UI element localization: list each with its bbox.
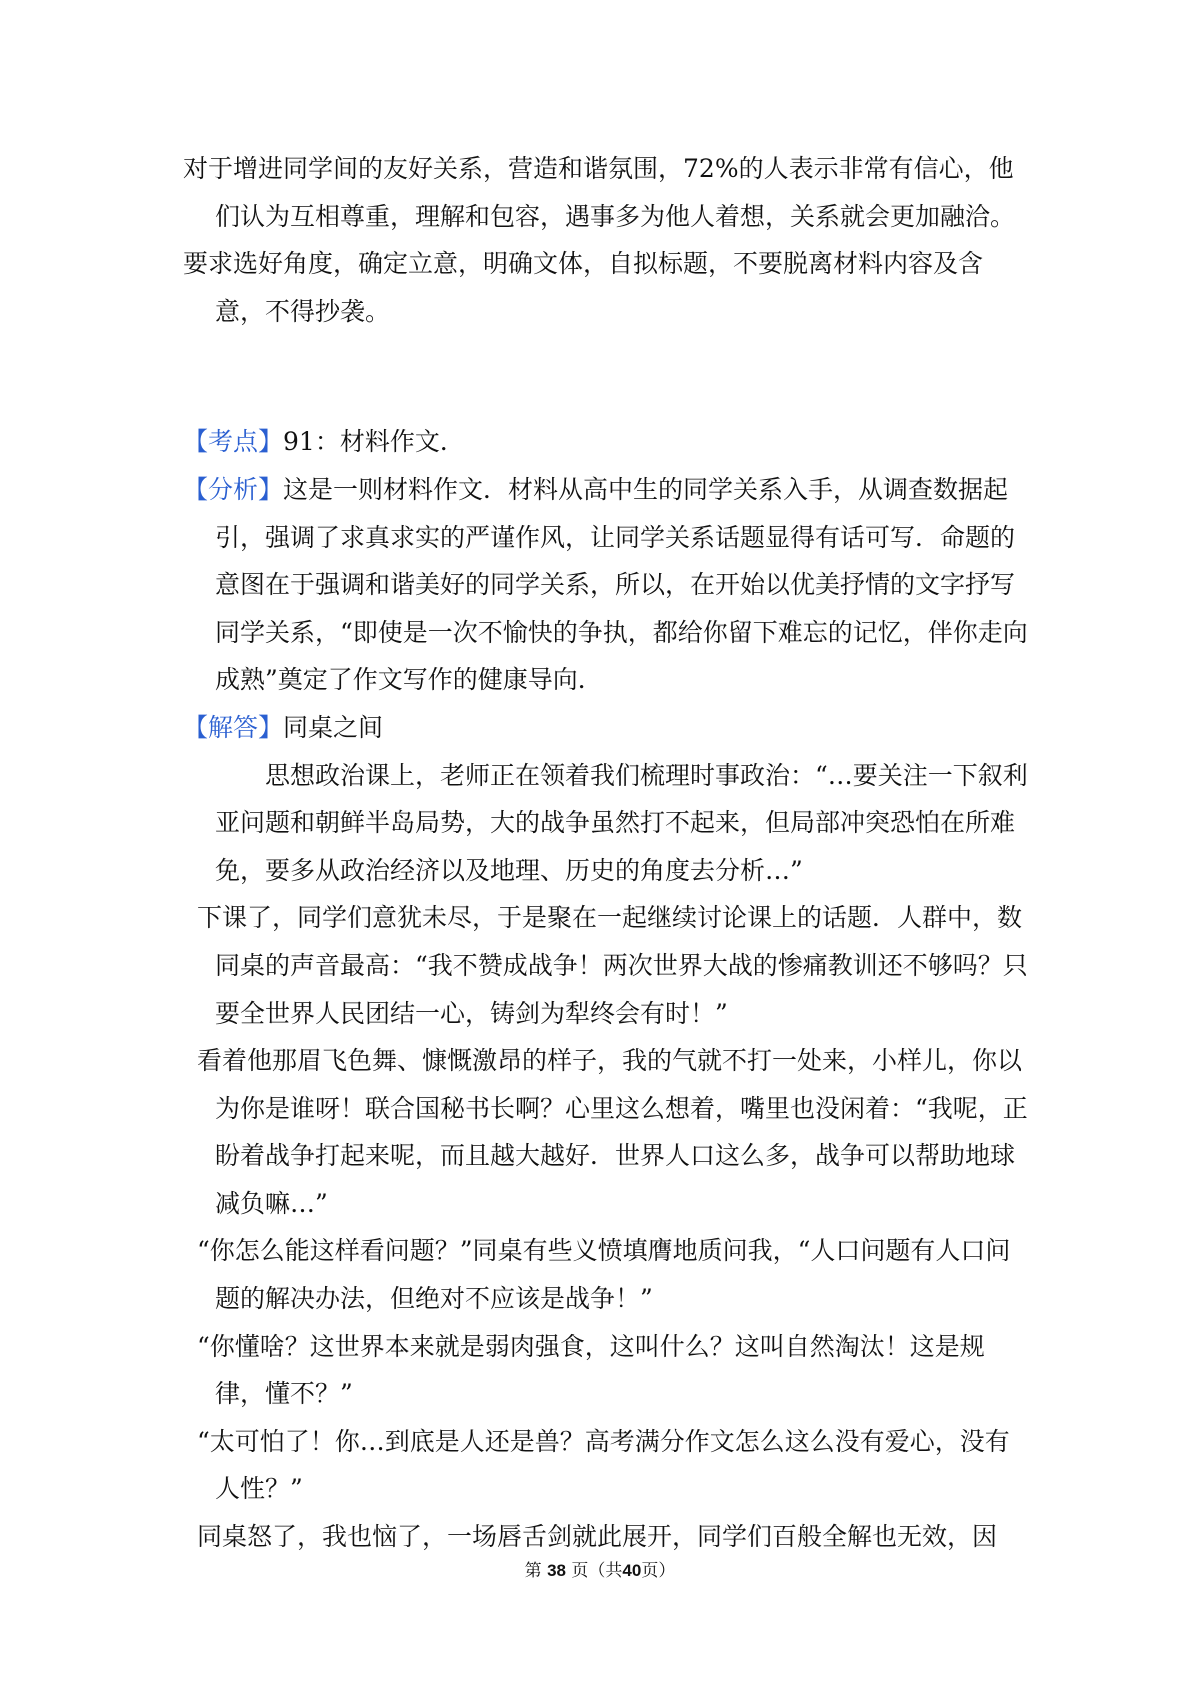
essay-paragraph: 看着他那眉飞色舞、慷慨激昂的样子，我的气就不打一处来，小样儿，你以为你是谁呀！联合国秘书长啊？心里这么想着，嘴里也没闲着：“我呢，正盼着战争打起来呢，而且越大越好．世界人口这么多，战争可以帮助地球减负嘛…”: [197, 1046, 1028, 1218]
kaodian-tag: 【考点】: [183, 427, 284, 457]
footer-suffix: 页）: [641, 1561, 676, 1581]
section-kaodian: [183, 418, 1029, 466]
jieda-tag: 【解答】: [183, 712, 284, 742]
footer-page-number: 38: [547, 1561, 566, 1580]
essay-paragraph: “你怎么能这样看问题？”同桌有些义愤填膺地质问我，“人口问题有人口问题的解决办法，但绝对不应该是战争！”: [197, 1236, 1011, 1314]
section-jieda: [183, 704, 1029, 752]
spacer: [183, 335, 1029, 418]
essay-paragraph: 思想政治课上，老师正在领着我们梳理时事政治：“…要关注一下叙利亚问题和朝鲜半岛局势，大的战争虽然打不起来，但局部冲突恐怕在所难免，要多从政治经济以及地理、历史的角度去分析…”: [215, 760, 1028, 885]
paragraph-intro: 对于增进同学间的友好关系，营造和谐氛围，72%的人表示非常有信心，他们认为互相尊重，理解和包容，遇事多为他人着想，关系就会更加融洽。: [183, 154, 1016, 231]
kaodian-text: 91：材料作文．: [283, 427, 465, 457]
essay-paragraph: 同桌怒了，我也恼了，一场唇舌剑就此展开，同学们百般全解也无效，因: [197, 1522, 998, 1552]
footer-prefix: 第: [524, 1561, 542, 1581]
essay-paragraph: “太可怕了！你…到底是人还是兽？高考满分作文怎么这么没有爱心，没有人性？”: [197, 1426, 1010, 1504]
page-content: [183, 145, 1029, 1561]
footer-middle: 页（共: [571, 1561, 623, 1581]
footer-total-pages: 40: [622, 1561, 642, 1580]
paragraph-requirement: 要求选好角度，确定立意，明确文体，自拟标题，不要脱离材料内容及含意，不得抄袭。: [183, 249, 984, 326]
page-footer: [0, 1556, 1200, 1581]
section-fenxi: [183, 466, 1029, 704]
essay-paragraph: “你懂啥？这世界本来就是弱肉强食，这叫什么？这叫自然淘汰！这是规律，懂不？”: [197, 1331, 985, 1409]
essay-paragraph: 下课了，同学们意犹未尽，于是聚在一起继续讨论课上的话题．人群中，数同桌的声音最高：“我不赞成战争！两次世界大战的惨痛教训还不够吗？只要全世界人民团结一心，铸剑为犁终会有时！”: [197, 903, 1028, 1028]
fenxi-tag: 【分析】: [183, 474, 284, 504]
fenxi-text: 这是一则材料作文．材料从高中生的同学关系入手，从调查数据起引，强调了求真求实的严谨作风，让同学关系话题显得有话可写．命题的意图在于强调和谐美好的同学关系，所以，在开始以优美抒情的文字抒写同学关系，“即使是一次不愉快的争执，都给你留下难忘的记忆，伴你走向成熟”奠定了作文写作的健康导向．: [215, 474, 1028, 695]
essay-title: 同桌之间: [283, 712, 384, 742]
